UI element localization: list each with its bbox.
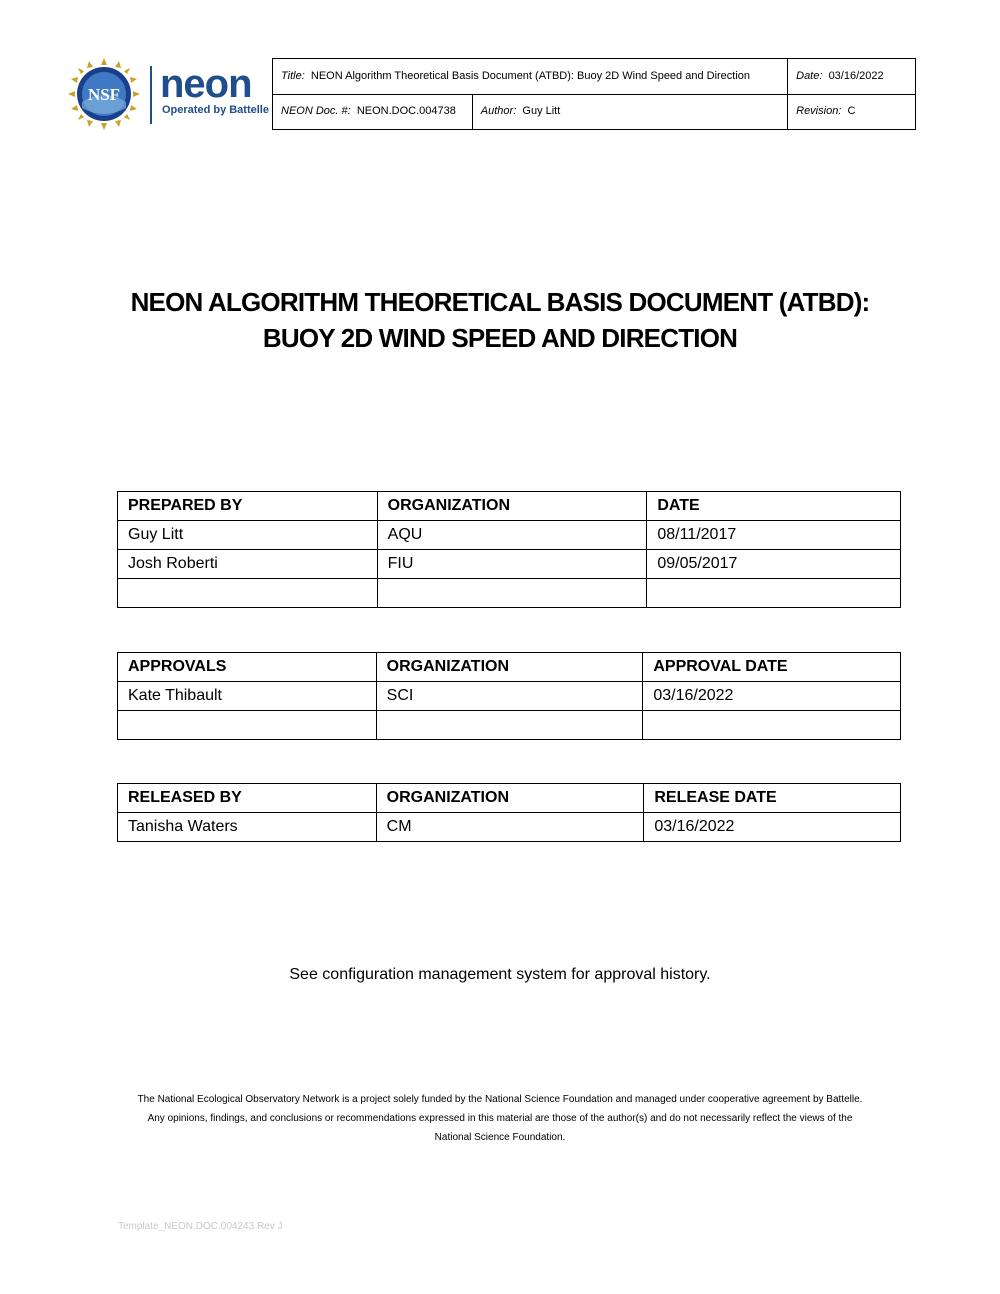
doc-number-value: NEON.DOC.004738 [356,105,456,118]
table-cell [377,579,647,608]
table-cell: 03/16/2022 [643,682,901,711]
column-header: ORGANIZATION [376,653,643,682]
date-label: Date [796,69,820,82]
title-value: NEON Algorithm Theoretical Basis Document (ATBD): Buoy 2D Wind Speed and Direction [310,69,751,82]
table-cell [118,711,377,740]
table-row [118,550,901,579]
table-cell [643,711,901,740]
table-header-row [118,653,901,682]
header-info-table [272,58,916,130]
neon-tagline: Operated by Battelle [162,104,269,116]
doc-number-label: NEON Doc. # [281,105,348,118]
header-revision-cell [788,94,916,130]
revision-label: Revision: [796,105,842,118]
table-cell [647,579,901,608]
document-title [80,284,920,356]
funding-disclaimer [110,1090,890,1147]
table-cell: FIU [377,550,647,579]
table-header-row [118,492,901,521]
column-header: PREPARED BY [118,492,378,521]
nsf-seal-icon [68,58,140,130]
table-cell: Kate Thibault [118,682,377,711]
logo-divider [150,66,152,124]
column-header: RELEASE DATE [644,784,901,813]
table-row [118,579,901,608]
table-cell: CM [376,813,644,842]
header-title-cell: Title: NEON Algorithm Theoretical Basis Document (ATBD): Buoy 2D Wind Speed and Direction [273,59,788,95]
revision-value: C [847,105,856,118]
table-cell: 09/05/2017 [647,550,901,579]
neon-nsf-logo [68,58,268,130]
table-row [118,813,901,842]
title-label: Title [281,69,302,82]
document-title-line-2: BUOY 2D WIND SPEED AND DIRECTION [262,323,738,353]
config-management-note: See configuration management system for approval history. [289,966,711,983]
table-cell: 08/11/2017 [647,521,901,550]
header-author-cell: Author: Guy Litt [472,94,787,130]
table-cell: Guy Litt [118,521,378,550]
template-id: Template_NEON.DOC.004243 Rev J [118,1221,283,1232]
header-date-cell: Date: 03/16/2022 [788,59,916,95]
prepared-by-table [117,491,901,608]
table-cell [376,711,643,740]
disclaimer-line-3: National Science Foundation. [434,1132,566,1143]
column-header: APPROVALS [118,653,377,682]
column-header: ORGANIZATION [376,784,644,813]
table-cell: Josh Roberti [118,550,378,579]
table-cell: AQU [377,521,647,550]
table-cell [118,579,378,608]
nsf-seal-text: NSF [87,85,121,104]
column-header: APPROVAL DATE [643,653,901,682]
table-cell: Tanisha Waters [118,813,377,842]
neon-wordmark: neon [160,62,252,106]
disclaimer-line-2: Any opinions, findings, and conclusions or recommendations expressed in this material are those of the author(s) and do not necessarily reflect the views of the [147,1113,853,1124]
released-by-table [117,783,901,842]
table-row [118,682,901,711]
table-row [118,521,901,550]
column-header: ORGANIZATION [377,492,647,521]
column-header: DATE [647,492,901,521]
header-doc-cell: NEON Doc. #: NEON.DOC.004738 [273,94,473,130]
document-title-line-1: NEON ALGORITHM THEORETICAL BASIS DOCUMENT (ATBD): [130,287,870,317]
disclaimer-line-1: The National Ecological Observatory Network is a project solely funded by the National Science Foundation and managed under cooperative agreement by Battelle. [137,1094,863,1105]
author-value: Guy Litt [522,105,561,118]
table-header-row [118,784,901,813]
table-row [118,711,901,740]
table-cell: SCI [376,682,643,711]
author-label: Author [480,105,514,118]
table-cell: 03/16/2022 [644,813,901,842]
column-header: RELEASED BY [118,784,377,813]
date-value: 03/16/2022 [828,69,884,82]
approvals-table [117,652,901,740]
